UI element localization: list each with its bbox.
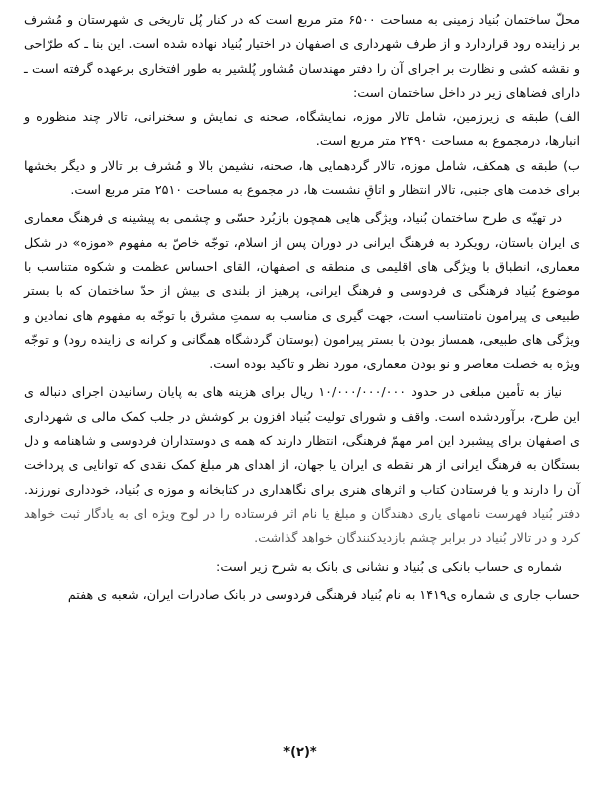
paragraph-site-description: محلّ ساختمان بُنیاد زمینی به مساحت ۶۵۰۰ متر مربع است که در کنار پُل تاریخی ی شهرستان و مُشرف بر زاینده رود قراردارد و از طرف شهرداری ی اصفهان در اختیار بُنیاد نهاده شده است. این بنا ـ که طرّاحی و نقشه کشی و نظارت بر اجرای آن را دفتر مهندسان مُشاور پُلشیر به طور افتخاری برعهده گرفته است ـ دارای فضاهای زیر در داخل ساختمان است: bbox=[24, 12, 580, 100]
paragraph-design-principles: در تهیّه ی طرح ساختمان بُنیاد، ویژگی هایی همچون بازبُرد حسّی و چشمی به پیشینه ی فرهنگ معماری ی ایران باستان، رویکرد به فرهنگ ایرانی در دوران پس از اسلام، توجّه خاصّ به مفهوم «موزه» در شکل معماری، انطباق با ویژگی های اقلیمی ی منطقه ی اصفهان، القای احساس عظمت و شکوه متناسب با موضوع بُنیاد فرهنگی ی فردوسی و فرهنگ ایرانی، پرهیز از بلندی ی بیش از حدّ ساختمان که با بستر طبیعی ی پیرامون نامتناسب است، جهت گیری ی مناسب به سمتِ مشرق با توجّه به مفهوم های نمادین و ویژگی های طبیعی، همساز بودن با بستر پیرامون (بوستان گردشگاه همگانی و کرانه ی زاینده رود) و توجّه ویژه به خصلت معاصر و نو بودن معماری، مورد نظر و تاکید بوده است. bbox=[24, 210, 580, 372]
funding-request-text: نیاز به تأمین مبلغی در حدود ۱۰/۰۰۰/۰۰۰/۰۰۰ ریال برای هزینه های به پایان رسانیدن اجرای دنباله ی این طرح، برآوردشده است. واقف و شورای تولیت بُنیاد افزون بر کوشش در جلب کمک مالی ی شهرداری ی اصفهان برای پیشبرد این امر مهمّ فرهنگی، انتظار دارند که همه ی دوستداران فردوسی و شاهنامه و دل بستگان به فرهنگ ایرانی از هر نقطه ی ایران یا جهان، از اهدای هر مبلغ کمک نقدی که توانایی ی پرداخت آن را دارند و یا فرستادن کتاب و اثرهای هنری برای نگاهداری در کتابخانه و موزه ی بُنیاد، خودداری نورزند. bbox=[24, 384, 580, 497]
paragraph-bank-intro: شماره ی حساب بانکی ی بُنیاد و نشانی ی بانک به شرح زیر است: bbox=[216, 558, 562, 574]
donor-registry-text: دفتر بُنیاد فهرست نامهای یاری دهندگان و مبلغ یا نام اثر فرستاده را در لوح ویژه ای به یادگار ثبت خواهد کرد و در تالار بُنیاد در برابر چشم بازدیدکنندگان خواهد گذاشت. bbox=[24, 505, 580, 546]
paragraph-bank-account: حساب جاری ی شماره ی۱۴۱۹ به نام بُنیاد فرهنگی فردوسی در بانک صادرات ایران، شعبه ی هفتم bbox=[67, 586, 580, 602]
page-number: *(۲)* bbox=[283, 744, 317, 760]
paragraph-basement-floor: الف) طبقه ی زیرزمین، شامل تالار موزه، نمایشگاه، صحنه ی نمایش و سخنرانی، تالار چند منظوره و انبارها، درمجموع به مساحت ۲۴۹۰ متر مربع است. bbox=[24, 109, 580, 149]
paragraph-ground-floor: ب) طبقه ی همکف، شامل موزه، تالار گردهمایی ها، صحنه، نشیمن بالا و مُشرف بر تالار و دیگر بخشها برای خدمت های جنبی، تالار انتظار و اتاقِ نشست ها، در مجموع به مساحت ۲۵۱۰ متر مربع است. bbox=[24, 157, 580, 198]
paragraph-funding-need bbox=[24, 380, 580, 550]
